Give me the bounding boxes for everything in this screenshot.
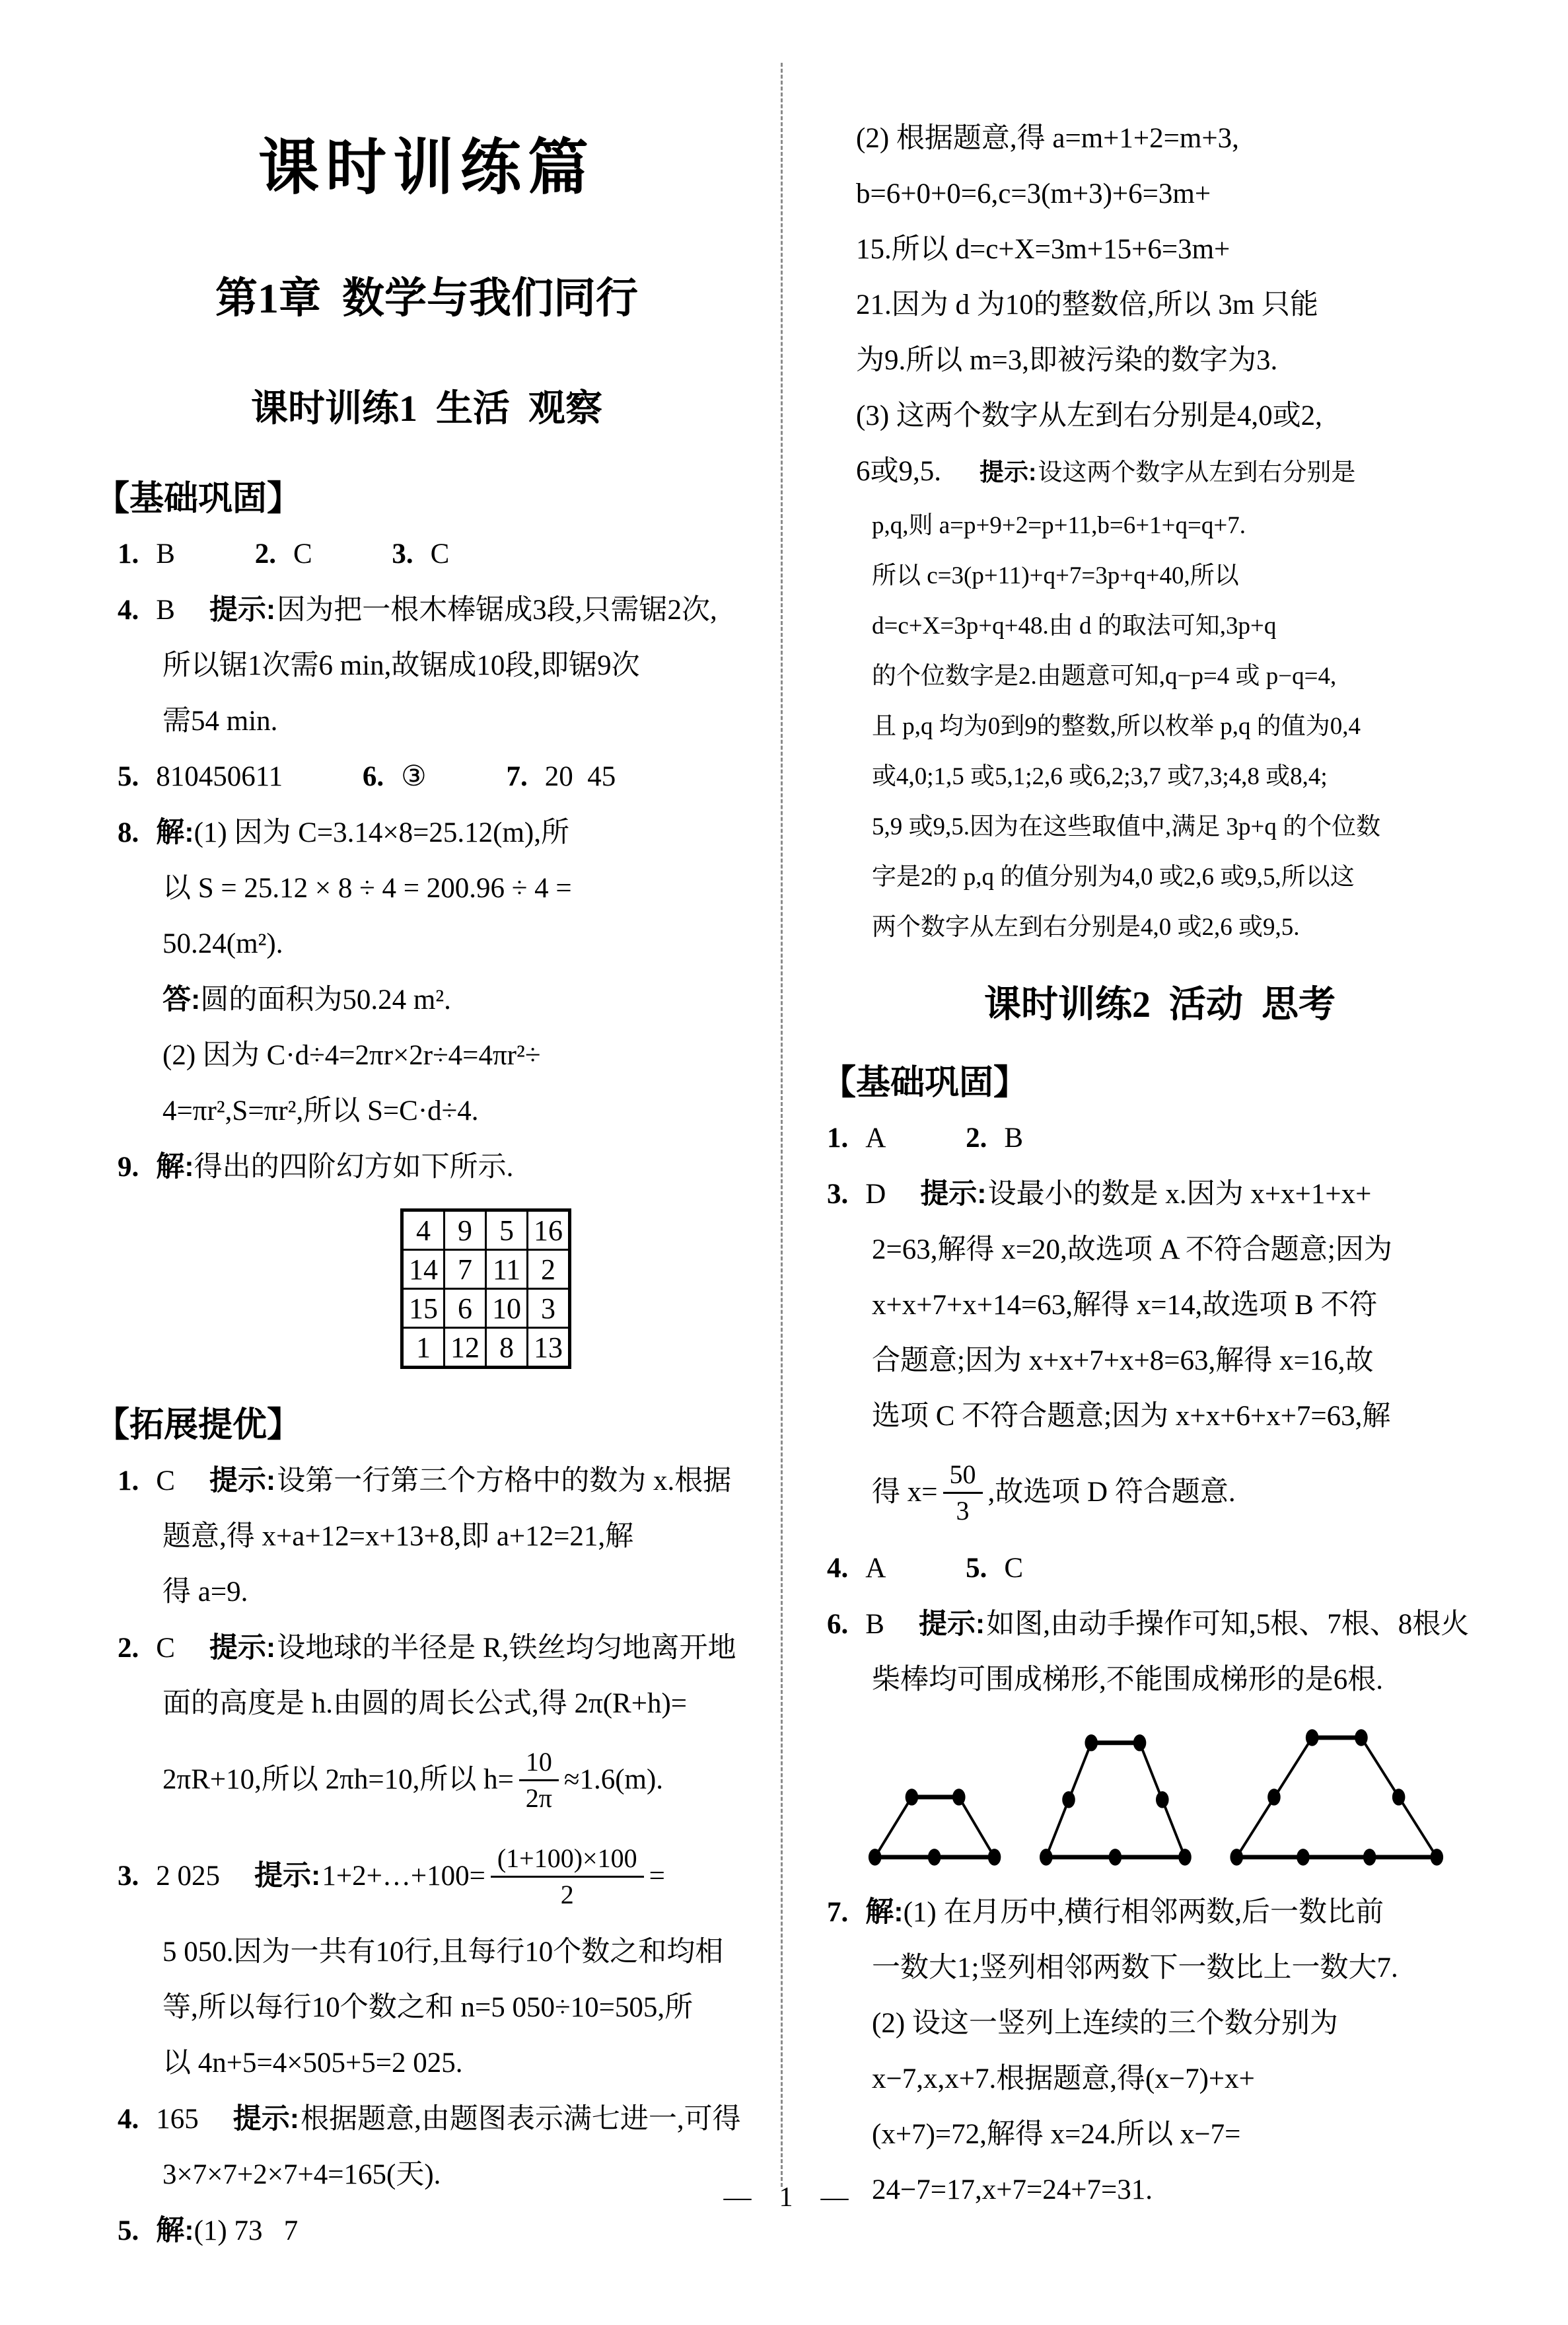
table-cell: 16 — [528, 1210, 570, 1250]
answer-label: 答: — [162, 984, 201, 1015]
hint-label: 提示: — [209, 1632, 276, 1664]
item-line: 选项 C 不符合题意;因为 x+x+6+x+7=63,解 — [872, 1401, 1391, 1432]
answer-pair — [827, 1553, 920, 1584]
item-line: 面的高度是 h.由圆的周长公式,得 2π(R+h)= — [162, 1688, 688, 1719]
page-title: 课时训练篇 — [258, 134, 595, 202]
hint-text: 设这两个数字从左到右分别是 — [1038, 459, 1356, 486]
item-text: 如图,由动手操作可知,5根、7根、8根火 — [986, 1609, 1470, 1640]
answer-item — [827, 1166, 1494, 1541]
item-line: 4=πr²,S=πr²,所以 S=C·d÷4. — [162, 1095, 479, 1126]
item-line: 需54 min. — [162, 706, 278, 737]
answer-pair — [118, 538, 209, 570]
item-answer: C — [430, 538, 450, 570]
item-answer: B — [156, 595, 175, 626]
table-cell: 7 — [445, 1250, 486, 1289]
item-answer: A — [865, 1553, 886, 1584]
item-line — [118, 2091, 754, 2147]
fraction — [491, 1843, 644, 1910]
item-line: 15.所以 d=c+X=3m+15+6=3m+ — [856, 234, 1230, 265]
item-number: 3. — [827, 1179, 849, 1210]
hint-line: 且 p,q 均为0到9的整数,所以枚举 p,q 的值为0,4 — [872, 713, 1361, 740]
hint-line: p,q,则 a=p+9+2=p+11,b=6+1+q=q+7. — [872, 512, 1246, 539]
solution-item — [827, 1884, 1494, 2218]
table-cell: 12 — [445, 1328, 486, 1368]
item-line: 等,所以每行10个数之和 n=5 050÷10=505,所 — [162, 1992, 694, 2023]
item-line — [827, 1166, 1494, 1222]
item-line: (x+7)=72,解得 x=24.所以 x−7= — [872, 2119, 1241, 2150]
fraction — [519, 1747, 559, 1814]
answer-pair — [118, 761, 317, 792]
table-cell: 11 — [486, 1250, 528, 1289]
item-answer: 165 — [156, 2104, 199, 2135]
fraction-numerator: 10 — [519, 1747, 559, 1781]
solution-item — [118, 1139, 754, 1369]
item-number: 6. — [827, 1609, 849, 1640]
solution-item — [118, 805, 754, 1139]
item-line — [856, 444, 1494, 501]
item-line — [118, 805, 754, 861]
fraction-denominator: 3 — [956, 1495, 970, 1526]
item-line — [118, 1828, 754, 1925]
section-label-extend: 【拓展提优】 — [95, 1406, 302, 1444]
page-footer — [687, 2182, 885, 2213]
item-number: 2. — [966, 1123, 987, 1154]
answer-row — [118, 749, 754, 805]
item-line — [827, 1884, 1494, 1940]
item-line — [118, 1139, 754, 1195]
item-number: 3. — [392, 538, 413, 570]
solution-paragraph — [856, 388, 1494, 501]
item-number: 1. — [827, 1123, 849, 1154]
item-line: 2=63,解得 x=20,故选项 A 不符合题意;因为 — [872, 1234, 1392, 1265]
answer-pair — [363, 761, 461, 792]
hint-label: 提示: — [980, 459, 1037, 486]
fraction-numerator: 50 — [943, 1459, 983, 1494]
item-line: 5 050.因为一共有10行,且每行10个数之和均相 — [162, 1937, 724, 1968]
matchstick-trapezoids-figure — [865, 1717, 1446, 1874]
item-answer: C — [156, 1465, 175, 1496]
item-number: 3. — [118, 1861, 139, 1892]
item-answer: 2 025 — [156, 1861, 220, 1892]
hint-paragraph — [826, 501, 1494, 953]
hint-line: 字是2的 p,q 的值分别为4,0 或2,6 或9,5,所以这 — [872, 864, 1355, 891]
item-number: 4. — [118, 2104, 139, 2135]
item-text: (1) 在月历中,横行相邻两数,后一数比前 — [903, 1897, 1384, 1928]
lesson1-heading: 课时训练1 生活 观察 — [251, 388, 602, 429]
item-line: 21.因为 d 为10的整数倍,所以 3m 只能 — [856, 289, 1318, 320]
table-cell: 6 — [445, 1289, 486, 1328]
item-line: x+x+7+x+14=63,解得 x=14,故选项 B 不符 — [872, 1290, 1378, 1321]
item-text: 设第一行第三个方格中的数为 x.根据 — [277, 1465, 732, 1496]
item-line: 为9.所以 m=3,即被污染的数字为3. — [856, 345, 1278, 376]
hint-label: 提示: — [209, 1465, 276, 1496]
table-cell: 8 — [486, 1328, 528, 1368]
fraction — [943, 1459, 983, 1526]
item-line: 一数大1;竖列相邻两数下一数比上一数大7. — [872, 1952, 1398, 1983]
item-answer: B — [156, 538, 175, 570]
item-line — [827, 1596, 1494, 1652]
figure-container — [865, 1717, 1494, 1878]
answer-item — [118, 1620, 754, 1828]
right-column — [822, 111, 1494, 2218]
item-answer: C — [293, 538, 312, 570]
item-line: x−7,x,x+7.根据题意,得(x−7)+x+ — [872, 2063, 1255, 2094]
item-line: (3) 这两个数字从左到右分别是4,0或2, — [856, 400, 1322, 431]
answer-item — [118, 582, 754, 749]
item-number: 5. — [118, 761, 139, 792]
magic-square-table — [400, 1208, 571, 1369]
fraction-numerator: (1+100)×100 — [491, 1843, 644, 1878]
table-cell: 15 — [402, 1289, 445, 1328]
answer-row — [827, 1111, 1494, 1166]
item-text: 得出的四阶幻方如下所示. — [194, 1152, 514, 1183]
hint-label: 提示: — [918, 1608, 985, 1640]
solution-item — [118, 2203, 754, 2259]
item-line: (2) 设这一竖列上连续的三个数分别为 — [872, 2008, 1338, 2039]
equation-text: 2πR+10,所以 2πh=10,所以 h= — [162, 1764, 514, 1796]
table-cell: 9 — [445, 1210, 486, 1250]
item-line: 以 S = 25.12 × 8 ÷ 4 = 200.96 ÷ 4 = — [162, 873, 572, 904]
answer-pair — [827, 1123, 920, 1154]
equation-text: ≈1.6(m). — [563, 1764, 664, 1796]
item-number: 4. — [118, 595, 139, 626]
item-line — [118, 1732, 754, 1828]
item-line: 所以锯1次需6 min,故锯成10段,即锯9次 — [162, 650, 640, 681]
hint-label: 提示: — [209, 594, 276, 626]
item-line: 以 4n+5=4×505+5=2 025. — [162, 2048, 463, 2079]
footer-dash-right: — — [820, 2182, 849, 2213]
equation-text: = — [649, 1861, 665, 1892]
item-text: 设地球的半径是 R,铁丝均匀地离开地 — [277, 1633, 736, 1664]
page-number: 1 — [779, 2182, 793, 2213]
section-label-basic: 【基础巩固】 — [95, 480, 302, 518]
item-answer: 810450611 — [156, 761, 283, 792]
solution-label: 解: — [156, 1151, 194, 1183]
table-cell: 14 — [402, 1250, 445, 1289]
solution-label: 解: — [865, 1896, 904, 1928]
item-line — [118, 582, 754, 638]
table-cell: 13 — [528, 1328, 570, 1368]
item-text: 6或9,5. — [856, 456, 941, 487]
item-line: (2) 因为 C·d÷4=2πr×2r÷4=4πr²÷ — [162, 1040, 541, 1071]
item-text: (1) 因为 C=3.14×8=25.12(m),所 — [194, 817, 569, 848]
item-line: b=6+0+0=6,c=3(m+3)+6=3m+ — [856, 178, 1211, 209]
item-line — [118, 1453, 754, 1509]
item-line — [827, 1444, 1494, 1541]
footer-dash-left: — — [723, 2182, 752, 2213]
answer-pair — [255, 538, 347, 570]
answer-row — [827, 1541, 1494, 1596]
hint-line: d=c+X=3p+q+48.由 d 的取法可知,3p+q — [872, 612, 1277, 640]
item-line: 3×7×7+2×7+4=165(天). — [162, 2159, 441, 2190]
item-answer: ③ — [401, 761, 427, 792]
answer-item — [827, 1596, 1494, 1708]
item-line: 题意,得 x+a+12=x+13+8,即 a+12=21,解 — [162, 1521, 634, 1552]
hint-label: 提示: — [254, 1860, 321, 1892]
item-line: 合题意;因为 x+x+7+x+8=63,解得 x=16,故 — [872, 1345, 1374, 1376]
item-number: 5. — [966, 1553, 987, 1584]
item-number: 7. — [827, 1897, 849, 1928]
item-answer: B — [865, 1609, 884, 1640]
item-number: 4. — [827, 1553, 849, 1584]
table-cell: 10 — [486, 1289, 528, 1328]
item-line: 柴棒均可围成梯形,不能围成梯形的是6根. — [872, 1664, 1383, 1695]
item-text: 设最小的数是 x.因为 x+x+1+x+ — [987, 1179, 1372, 1210]
hint-line: 所以 c=3(p+11)+q+7=3p+q+40,所以 — [872, 562, 1239, 589]
item-number: 1. — [118, 538, 139, 570]
item-answer: A — [865, 1123, 886, 1154]
hint-line: 或4,0;1,5 或5,1;2,6 或6,2;3,7 或7,3;4,8 或8,4; — [872, 763, 1328, 790]
item-answer: C — [156, 1633, 175, 1664]
equation-text: ,故选项 D 符合题意. — [987, 1477, 1236, 1508]
item-number: 6. — [362, 761, 384, 792]
item-answer: C — [1004, 1553, 1023, 1584]
item-line — [118, 2203, 754, 2259]
item-number: 2. — [118, 1633, 139, 1664]
item-answer: B — [1004, 1123, 1023, 1154]
lesson2-heading: 课时训练2 活动 思考 — [984, 984, 1336, 1025]
solution-label: 解: — [156, 817, 194, 848]
table-cell: 4 — [402, 1210, 445, 1250]
fraction-denominator: 2 — [560, 1879, 574, 1909]
item-answer: 20 45 — [544, 761, 616, 792]
answer-pair — [506, 761, 650, 792]
hint-label: 提示: — [232, 2103, 300, 2135]
item-line — [118, 1620, 754, 1676]
answer-item — [118, 1453, 754, 1620]
table-cell: 3 — [528, 1289, 570, 1328]
equation-text: 1+2+…+100= — [322, 1861, 485, 1892]
answer-item — [118, 1828, 754, 2091]
item-text: 因为把一根木棒锯成3段,只需锯2次, — [277, 595, 717, 626]
table-cell: 1 — [402, 1328, 445, 1368]
item-line: 50.24(m²). — [162, 928, 283, 959]
item-line: 24−7=17,x+7=24+7=31. — [872, 2174, 1153, 2205]
answer-pair — [966, 1123, 1057, 1154]
hint-line: 5,9 或9,5.因为在这些取值中,满足 3p+q 的个位数 — [872, 813, 1381, 840]
solution-label: 解: — [156, 2215, 194, 2246]
answer-pair — [392, 538, 483, 570]
answer-item — [118, 2091, 754, 2203]
item-number: 2. — [254, 538, 276, 570]
table-cell: 2 — [528, 1250, 570, 1289]
item-number: 7. — [506, 761, 528, 792]
answer-pair — [966, 1553, 1057, 1584]
answer-row — [118, 527, 754, 582]
left-column — [95, 111, 754, 2259]
chapter-title: 第1章 数学与我们同行 — [215, 275, 638, 322]
column-divider — [781, 63, 783, 2187]
table-cell: 5 — [486, 1210, 528, 1250]
hint-line: 两个数字从左到右分别是4,0 或2,6 或9,5. — [872, 914, 1300, 941]
item-answer: D — [865, 1179, 886, 1210]
item-line: 得 a=9. — [162, 1576, 248, 1607]
hint-line: 的个位数字是2.由题意可知,q−p=4 或 p−q=4, — [872, 663, 1337, 690]
equation-text: 得 x= — [872, 1477, 938, 1508]
item-line: (2) 根据题意,得 a=m+1+2=m+3, — [856, 123, 1239, 154]
solution-paragraph — [856, 111, 1494, 388]
fraction-denominator: 2π — [525, 1783, 552, 1813]
item-number: 8. — [118, 817, 139, 848]
item-number: 9. — [118, 1152, 139, 1183]
item-text: 圆的面积为50.24 m². — [200, 984, 451, 1015]
item-line — [118, 972, 754, 1028]
section-label-basic: 【基础巩固】 — [822, 1064, 1028, 1102]
hint-label: 提示: — [920, 1178, 987, 1210]
item-text: 根据题意,由题图表示满七进一,可得 — [301, 2104, 741, 2135]
item-number: 1. — [118, 1465, 139, 1496]
item-number: 5. — [118, 2215, 139, 2246]
item-text: (1) 73 7 — [194, 2215, 299, 2246]
